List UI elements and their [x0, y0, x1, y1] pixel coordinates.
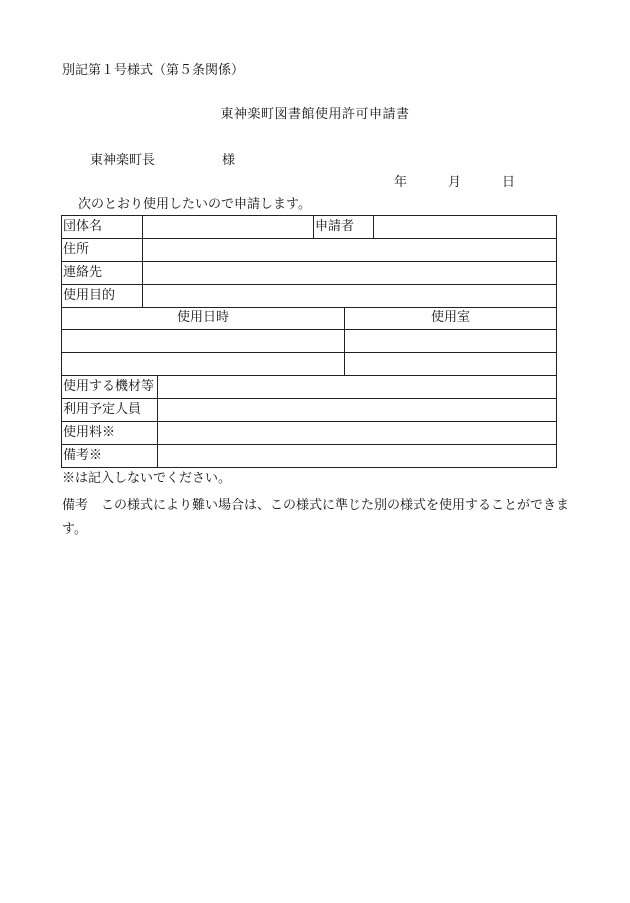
fee-field[interactable] — [158, 422, 557, 445]
applicant-info-table — [61, 215, 557, 308]
equipment-field[interactable] — [158, 376, 557, 399]
purpose-label: 使用目的 — [62, 285, 143, 308]
usage-datetime-field-1[interactable] — [62, 330, 345, 353]
group-name-field[interactable] — [143, 216, 314, 239]
table-row — [62, 376, 557, 399]
applicant-label: 申請者 — [314, 216, 374, 239]
document-title: 東神楽町図書館使用許可申請書 — [220, 107, 410, 122]
honorific: 様 — [222, 153, 236, 168]
table-row — [62, 330, 557, 353]
expected-people-label: 利用予定人員 — [62, 399, 158, 422]
table-row — [62, 285, 557, 308]
table-row — [62, 307, 557, 330]
table-row — [62, 445, 557, 468]
remarks-field[interactable] — [158, 445, 557, 468]
room-header: 使用室 — [345, 307, 557, 330]
remarks-label: 備考※ — [62, 445, 158, 468]
purpose-field[interactable] — [143, 285, 557, 308]
equipment-label: 使用する機材等 — [62, 376, 158, 399]
form-reference: 別記第１号様式（第５条関係） — [62, 63, 245, 78]
table-row — [62, 399, 557, 422]
fee-label: 使用料※ — [62, 422, 158, 445]
table-row — [62, 353, 557, 376]
room-field-2[interactable] — [345, 353, 557, 376]
table-row — [62, 216, 557, 239]
usage-details-table — [61, 376, 557, 468]
address-label: 住所 — [62, 239, 143, 262]
remark-text: 備考 この様式により難い場合は、この様式に準じた別の様式を使用することができます。 — [62, 498, 570, 537]
group-name-label: 団体名 — [62, 216, 143, 239]
usage-datetime-field-2[interactable] — [62, 353, 345, 376]
expected-people-field[interactable] — [158, 399, 557, 422]
room-field-1[interactable] — [345, 330, 557, 353]
request-statement: 次のとおり使用したいので申請します。 — [78, 197, 311, 212]
address-field[interactable] — [143, 239, 557, 262]
usage-schedule-table — [61, 307, 557, 376]
date-month-label: 月 — [448, 175, 462, 190]
applicant-field[interactable] — [374, 216, 557, 239]
table-row — [62, 239, 557, 262]
date-day-label: 日 — [502, 175, 516, 190]
date-year-label: 年 — [394, 175, 408, 190]
table-row — [62, 262, 557, 285]
table-row — [62, 422, 557, 445]
contact-label: 連絡先 — [62, 262, 143, 285]
usage-datetime-header: 使用日時 — [62, 307, 345, 330]
addressee: 東神楽町長 — [90, 153, 156, 168]
contact-field[interactable] — [143, 262, 557, 285]
footnote: ※は記入しないでください。 — [62, 471, 232, 486]
